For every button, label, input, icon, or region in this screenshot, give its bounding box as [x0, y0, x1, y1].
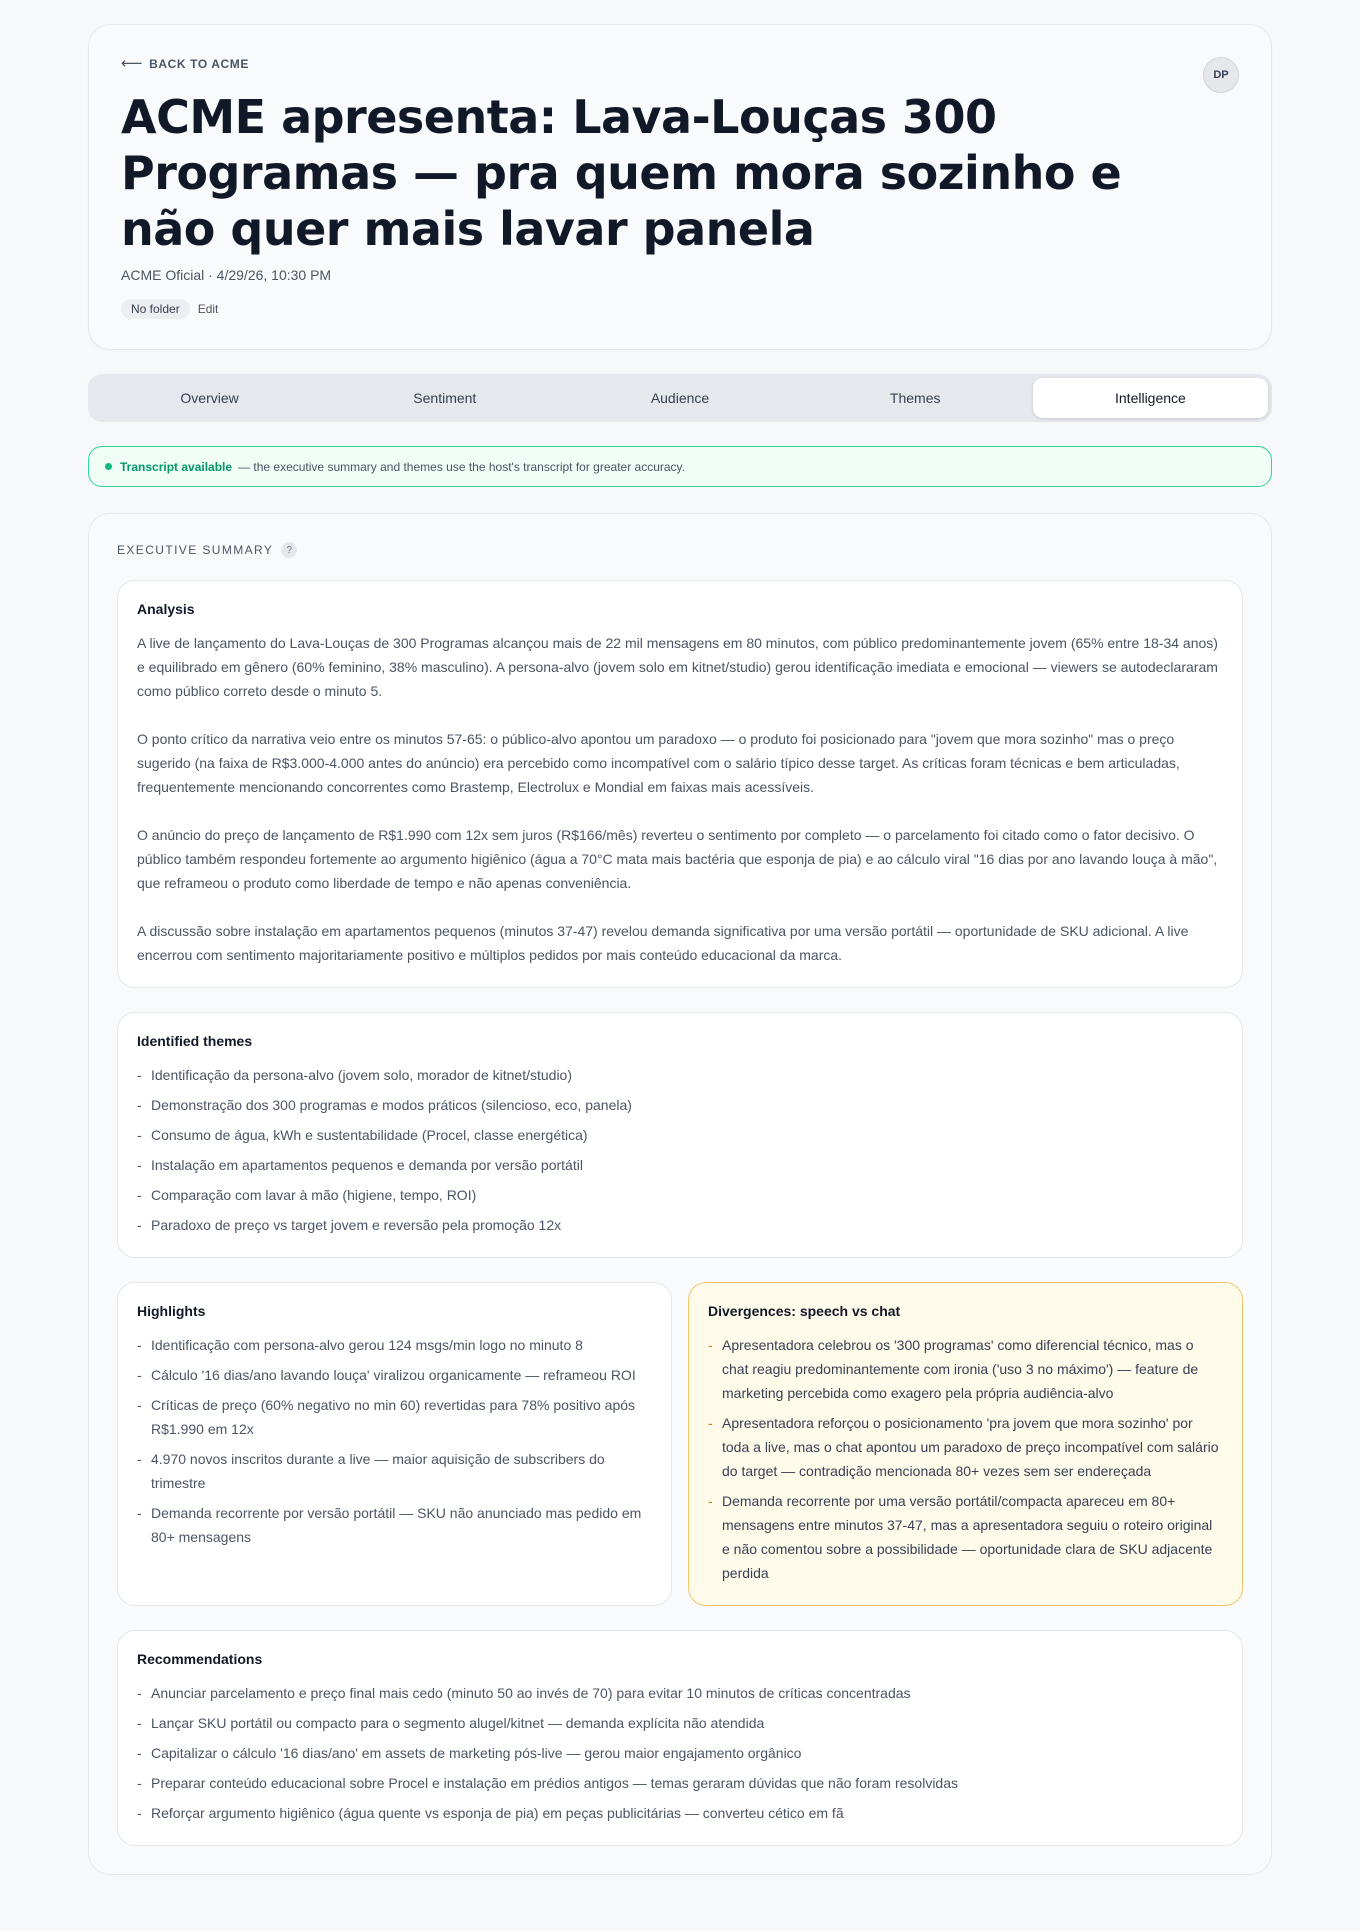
highlights-box [117, 1282, 672, 1606]
page-container [88, 0, 1272, 1875]
avatar[interactable]: DP [1203, 57, 1239, 93]
edit-folder-link[interactable]: Edit [197, 302, 219, 316]
tab-sentiment[interactable]: Sentiment [413, 390, 477, 406]
folder-row [121, 299, 1239, 319]
list-item: - Apresentadora celebrou os '300 programas' como diferencial técnico, mas o chat reagiu predominantemente com ironia ('uso 3 no máximo') — feature de marketing percebida como exagero pela própria audiência-alvo [708, 1333, 1223, 1405]
back-link[interactable] [121, 56, 249, 71]
folder-badge[interactable]: No folder [121, 299, 190, 319]
list-item: - Preparar conteúdo educacional sobre Procel e instalação em prédios antigos — temas geraram dúvidas que não foram resolvidas [137, 1771, 1223, 1795]
list-item: - Reforçar argumento higiênico (água quente vs esponja de pia) em peças publicitárias — converteu cético em fã [137, 1801, 1223, 1825]
tab-overview[interactable]: Overview [180, 390, 239, 406]
arrow-left-icon: ⟵ [121, 55, 144, 72]
analysis-paragraph: A live de lançamento do Lava-Louças de 300 Programas alcançou mais de 22 mil mensagens em 80 minutos, com público predominantemente jovem (65% entre 18-34 anos) e equilibrado em gênero (60% feminino, 38% masculino). A persona-alvo (jovem solo em kitnet/studio) gerou identificação imediata e emocional — viewers se autodeclararam como público correto desde o minuto 5. [137, 635, 1218, 699]
tab-audience[interactable]: Audience [650, 390, 710, 406]
tab-bar [88, 374, 1272, 422]
section-label-text: EXECUTIVE SUMMARY [117, 543, 274, 557]
recommendations-title: Recommendations [137, 1651, 263, 1667]
analysis-box [117, 580, 1243, 988]
stream-header-card [88, 24, 1272, 350]
list-item: - Consumo de água, kWh e sustentabilidade (Procel, classe energética) [137, 1123, 1223, 1147]
transcript-banner [88, 446, 1272, 487]
analysis-paragraph: O anúncio do preço de lançamento de R$1.990 com 12x sem juros (R$166/mês) reverteu o sentimento por completo — o parcelamento foi citado como o fator decisivo. O público também respondeu fortemente ao argumento higiênico (água a 70°C mata mais bactéria que esponja de pia) e ao cálculo viral "16 dias por ano lavando louça à mão", que reframeou o produto como liberdade de tempo e não apenas conveniência. [137, 827, 1218, 891]
analysis-title: Analysis [137, 601, 195, 617]
themes-title: Identified themes [137, 1033, 253, 1049]
list-item: - Demanda recorrente por versão portátil — SKU não anunciado mas pedido em 80+ mensagens [137, 1501, 652, 1549]
help-icon[interactable]: ? [281, 542, 297, 558]
list-item: - Demanda recorrente por uma versão portátil/compacta apareceu em 80+ mensagens entre minutos 37-47, mas a apresentadora seguiu o roteiro original e não comentou sobre a possibilidade — oportunidade clara de SKU adjacente perdida [708, 1489, 1223, 1585]
highlights-list [137, 1333, 652, 1549]
analysis-paragraph: O ponto crítico da narrativa veio entre os minutos 57-65: o público-alvo apontou um paradoxo — o produto foi posicionado para "jovem que mora sozinho" mas o preço sugerido (na faixa de R$3.000-4.000 antes do anúncio) era percebido como incompatível com o salário típico desse target. As críticas foram técnicas e bem articuladas, frequentemente mencionando concorrentes como Brastemp, Electrolux e Mondial em faixas mais acessíveis. [137, 731, 1180, 795]
tab-themes[interactable]: Themes [889, 390, 941, 406]
divergences-list [708, 1333, 1223, 1585]
analysis-paragraph: A discussão sobre instalação em apartamentos pequenos (minutos 37-47) revelou demanda significativa por uma versão portátil — oportunidade de SKU adicional. A live encerrou com sentimento majoritariamente positivo e múltiplos pedidos por mais conteúdo educacional da marca. [137, 923, 1189, 963]
list-item: - 4.970 novos inscritos durante a live — maior aquisição de subscribers do trimestre [137, 1447, 652, 1495]
recommendations-box [117, 1630, 1243, 1846]
list-item: - Cálculo '16 dias/ano lavando louça' viralizou organicamente — reframeou ROI [137, 1363, 652, 1387]
themes-box [117, 1012, 1243, 1258]
list-item: - Comparação com lavar à mão (higiene, tempo, ROI) [137, 1183, 1223, 1207]
list-item: - Críticas de preço (60% negativo no min 60) revertidas para 78% positivo após R$1.990 em 12x [137, 1393, 652, 1441]
list-item: - Instalação em apartamentos pequenos e demanda por versão portátil [137, 1153, 1223, 1177]
section-label [117, 542, 1243, 558]
list-item: - Demonstração dos 300 programas e modos práticos (silencioso, eco, panela) [137, 1093, 1223, 1117]
list-item: - Paradoxo de preço vs target jovem e reversão pela promoção 12x [137, 1213, 1223, 1237]
recommendations-list [137, 1681, 1223, 1825]
stream-meta: ACME Oficial · 4/29/26, 10:30 PM [121, 267, 332, 283]
back-link-label: BACK TO ACME [149, 56, 249, 71]
themes-list [137, 1063, 1223, 1237]
transcript-status: Transcript available [120, 459, 233, 474]
tab-intelligence[interactable]: Intelligence [1033, 378, 1268, 418]
list-item: - Lançar SKU portátil ou compacto para o segmento alugel/kitnet — demanda explícita não atendida [137, 1711, 1223, 1735]
list-item: - Apresentadora reforçou o posicionamento 'pra jovem que mora sozinho' por toda a live, mas o chat apontou um paradoxo de preço incompatível com salário do target — contradição mencionada 80+ vezes sem ser endereçada [708, 1411, 1223, 1483]
list-item: - Identificação com persona-alvo gerou 124 msgs/min logo no minuto 8 [137, 1333, 652, 1357]
list-item: - Capitalizar o cálculo '16 dias/ano' em assets de marketing pós-live — gerou maior engajamento orgânico [137, 1741, 1223, 1765]
page-title: ACME apresenta: Lava-Louças 300 Programas — pra quem mora sozinho e não quer mais lavar panela [121, 90, 1122, 256]
status-dot-icon [105, 463, 112, 470]
transcript-note: — the executive summary and themes use the host's transcript for greater accuracy. [238, 459, 685, 474]
list-item: - Anunciar parcelamento e preço final mais cedo (minuto 50 ao invés de 70) para evitar 10 minutos de críticas concentradas [137, 1681, 1223, 1705]
divergences-title: Divergences: speech vs chat [708, 1303, 901, 1319]
highlights-divergences-row [117, 1282, 1243, 1606]
divergences-box [688, 1282, 1243, 1606]
highlights-title: Highlights [137, 1303, 206, 1319]
list-item: - Identificação da persona-alvo (jovem solo, morador de kitnet/studio) [137, 1063, 1223, 1087]
executive-summary-card [88, 513, 1272, 1875]
